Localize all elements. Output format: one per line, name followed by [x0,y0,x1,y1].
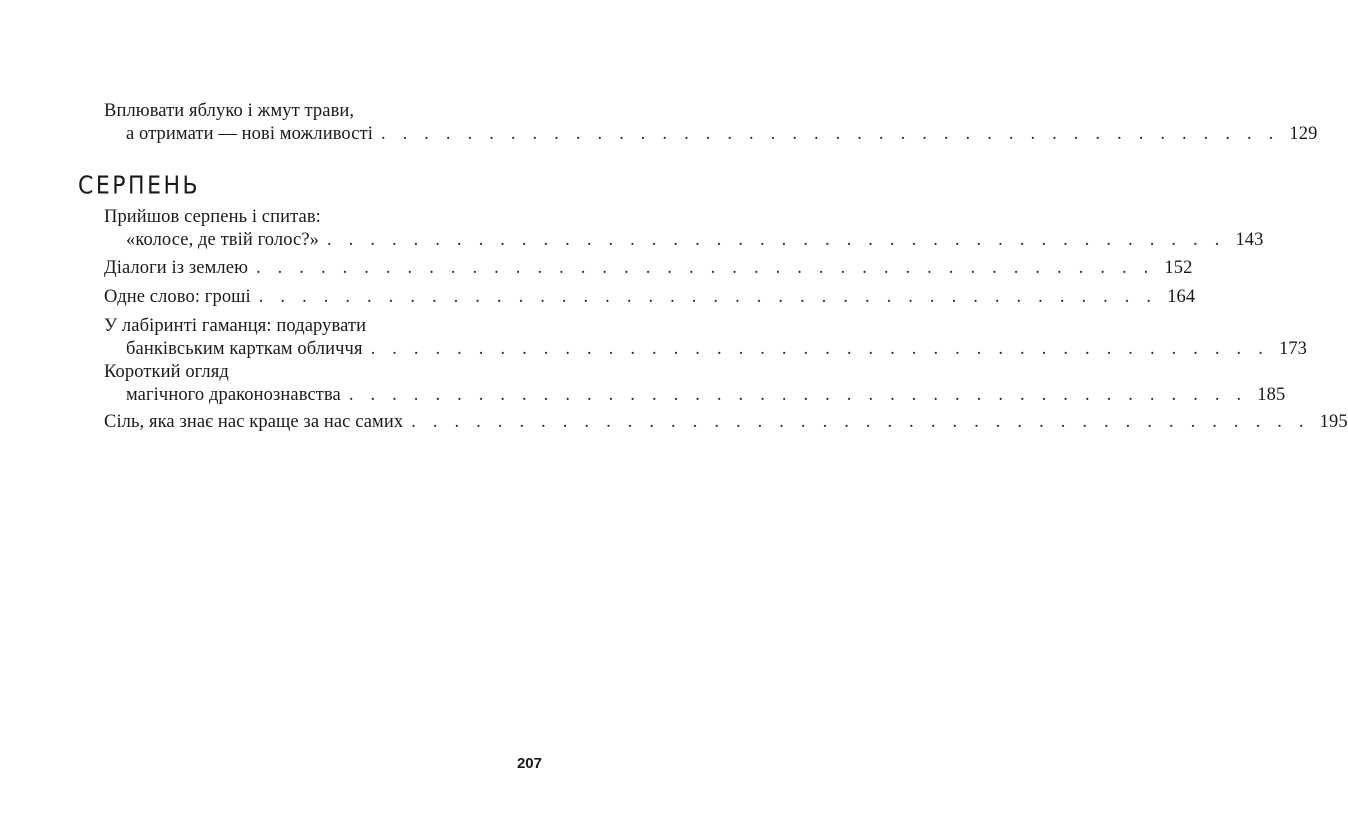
toc-entry-last-line [104,384,1286,407]
toc-entry [104,315,1308,361]
toc-entry-title-line: банківським карткам обличчя [126,339,363,359]
toc-page-number: 129 [1289,124,1318,144]
toc-entry-title-line: Вплювати яблуко і жмут трави, [104,101,355,121]
toc-entry [104,286,1196,309]
toc-entry [104,361,1286,407]
toc-entry-title-line: Одне слово: гроші [104,287,251,307]
dot-leader: . . . . . . . . . . . . . . . . . . . . . . . . . . . . . . . . . . . . . . . . . . [327,230,1226,250]
toc-entry [104,411,1348,434]
toc-entry-last-line [104,338,1308,361]
toc-entry-title-line: «колосе, де твій голос?» [126,230,320,250]
dot-leader: . . . . . . . . . . . . . . . . . . . . . . . . . . . . . . . . . . . . . . . . . . [370,339,1270,359]
toc-page-number: 143 [1235,230,1264,250]
toc-page-number: 173 [1278,339,1308,359]
section-heading: СЕРПЕНЬ [78,172,201,200]
toc-entry [104,100,1318,146]
page-number: 207 [516,755,542,772]
toc-entry-title-line: Сіль, яка знає нас краще за нас самих [104,412,404,432]
dot-leader: . . . . . . . . . . . . . . . . . . . . . . . . . . . . . . . . . . . . . . . . . . [411,412,1310,432]
dot-leader: . . . . . . . . . . . . . . . . . . . . . . . . . . . . . . . . . . . . . . . . . . [256,258,1155,278]
toc-entry-last-line [104,123,1318,146]
toc-entry-title-line: Прийшов серпень і спитав: [104,207,321,227]
toc-page-number: 185 [1257,385,1286,405]
toc-entry-title-line: Короткий огляд [104,362,229,382]
toc-entry-title-line: У лабіринті гаманця: подарувати [104,316,367,336]
toc-entry-title-line: магічного драконознавства [126,385,341,405]
dot-leader: . . . . . . . . . . . . . . . . . . . . . . . . . . . . . . . . . . . . . . . . . . [258,287,1158,307]
toc-page-number: 195 [1319,412,1348,432]
toc-page-number: 152 [1164,258,1193,278]
toc-entry [104,206,1264,252]
dot-leader: . . . . . . . . . . . . . . . . . . . . . . . . . . . . . . . . . . . . . . . . . . [348,385,1248,405]
toc-entry-last-line [104,257,1193,280]
toc-entry-last-line [104,286,1196,309]
toc-entry-title-line: а отримати — нові можливості [126,124,373,144]
toc-page-number: 164 [1167,287,1196,307]
toc-entry [104,257,1193,280]
dot-leader: . . . . . . . . . . . . . . . . . . . . . . . . . . . . . . . . . . . . . . . . . . [380,124,1280,144]
toc-entry-last-line [104,411,1348,434]
toc-entry-title-line: Діалоги із землею [104,258,248,278]
toc-entry-last-line [104,229,1264,252]
